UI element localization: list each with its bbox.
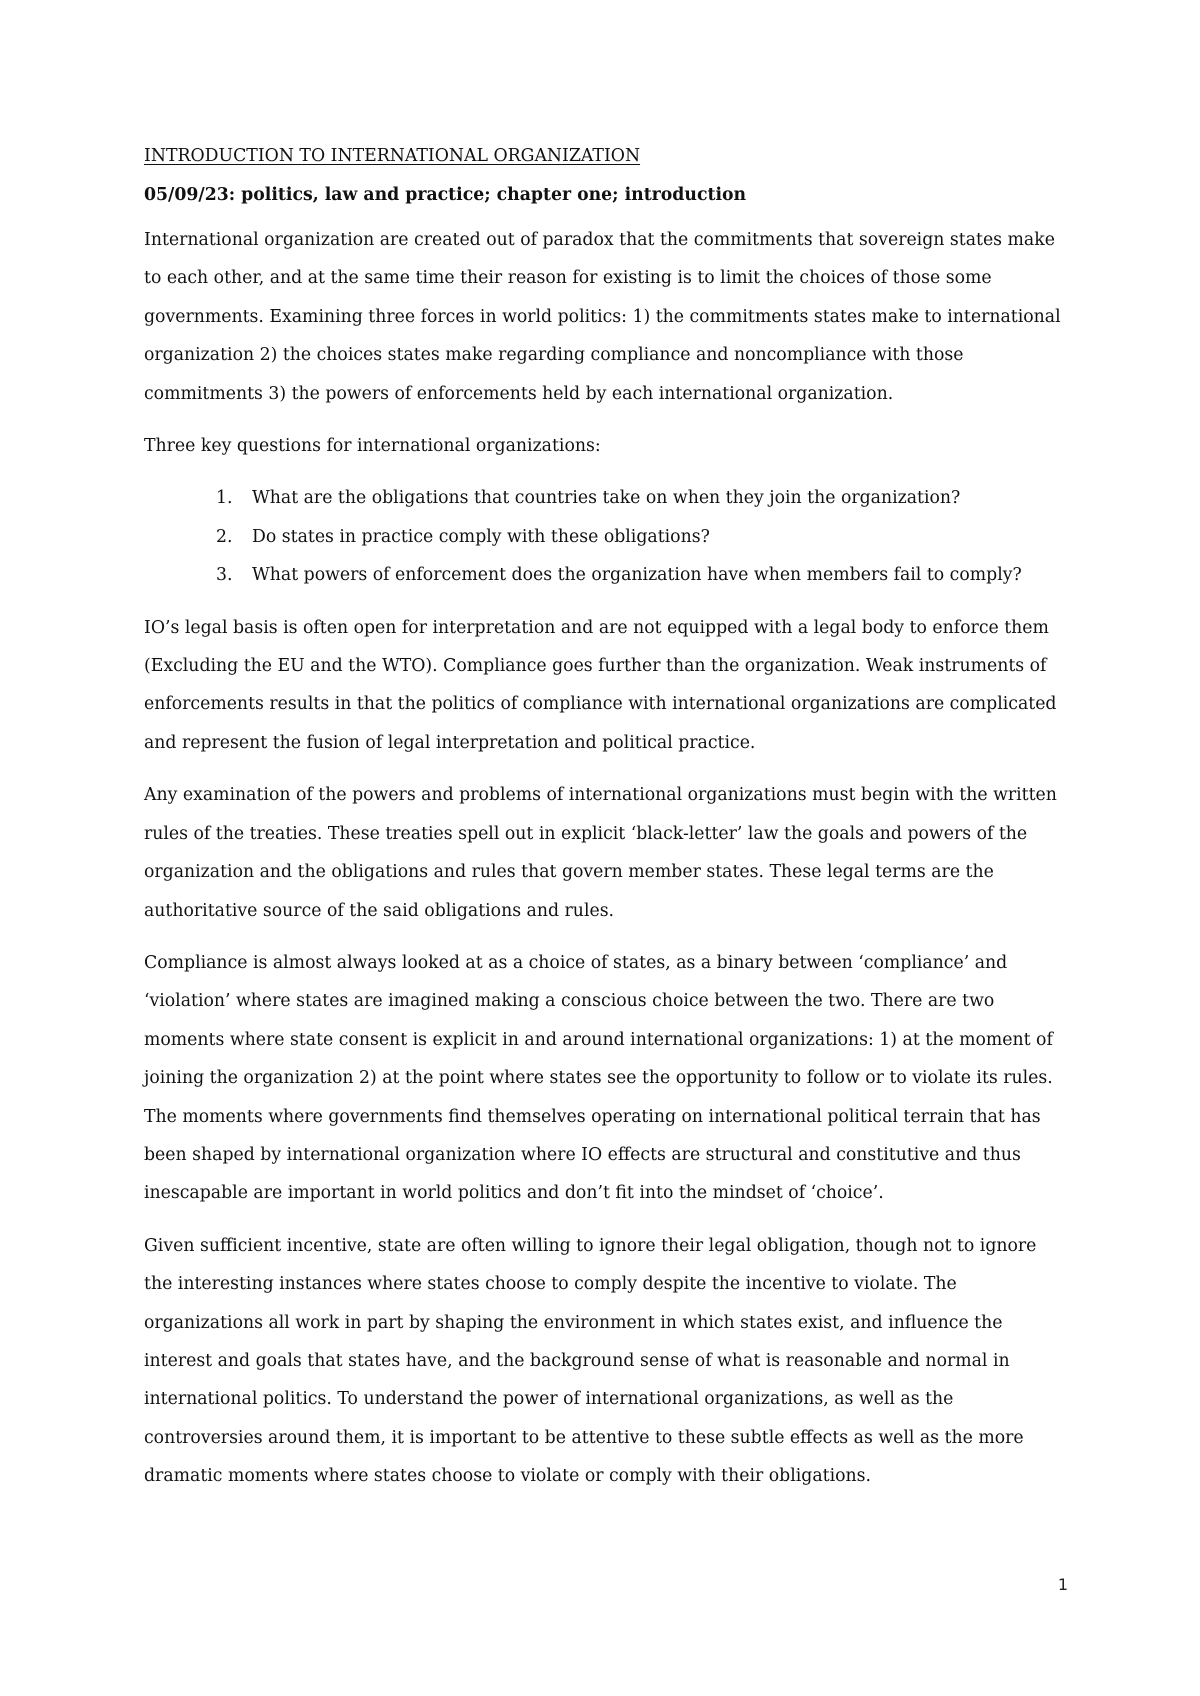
list-item-number: 2.	[216, 526, 233, 547]
list-item-text: What are the obligations that countries take on when they join the organization?	[252, 488, 961, 509]
list-item	[216, 556, 1069, 594]
lecture-heading: 05/09/23: politics, law and practice; chapter one; introduction	[144, 185, 747, 205]
paragraph-treaties: Any examination of the powers and problems of international organizations must begin with the written rules of the treaties. These treaties spell out in explicit ‘black-letter’ law the goals and powers of the organization and the obligations and rules that govern member states. These legal terms are the authoritative source of the said obligations and rules.	[144, 785, 1057, 921]
list-item-text: What powers of enforcement does the organization have when members fail to comply?	[252, 565, 1022, 586]
list-item-number: 3.	[216, 565, 233, 586]
key-questions-list	[144, 479, 1069, 594]
document-body	[144, 143, 1069, 1510]
paragraph-intro: International organization are created out of paradox that the commitments that sovereign states make to each other, and at the same time their reason for existing is to limit the choices of those some governments. Examining three forces in world politics: 1) the commitments states make to international organization 2) the choices states make regarding compliance and noncompliance with those commitments 3) the powers of enforcements held by each international organization.	[144, 230, 1061, 404]
paragraph-legal-basis: IO’s legal basis is often open for interpretation and are not equipped with a legal body to enforce them (Excluding the EU and the WTO). Compliance goes further than the organization. Weak instruments of enforcements results in that the politics of compliance with international organizations are complicated and represent the fusion of legal interpretation and political practice.	[144, 617, 1057, 753]
list-item-text: Do states in practice comply with these obligations?	[252, 526, 710, 547]
paragraph-key-questions-lead: Three key questions for international organizations:	[144, 436, 601, 457]
page-number: 1	[1057, 1575, 1068, 1594]
list-item-number: 1.	[216, 488, 233, 509]
document-title: INTRODUCTION TO INTERNATIONAL ORGANIZATION	[144, 146, 641, 166]
paragraph-compliance-choice: Compliance is almost always looked at as a choice of states, as a binary between ‘compliance’ and ‘violation’ where states are imagined making a conscious choice between the two. There are two moments where state consent is explicit in and around international organizations: 1) at the moment of joining the organization 2) at the point where states see the opportunity to follow or to violate its rules. The moments where governments find themselves operating on international political terrain that has been shaped by international organization where IO effects are structural and constitutive and thus inescapable are important in world politics and don’t fit into the mindset of ‘choice’.	[144, 952, 1053, 1204]
paragraph-incentives: Given sufficient incentive, state are often willing to ignore their legal obligation, though not to ignore the interesting instances where states choose to comply despite the incentive to violate. The organizations all work in part by shaping the environment in which states exist, and influence the interest and goals that states have, and the background sense of what is reasonable and normal in international politics. To understand the power of international organizations, as well as the controversies around them, it is important to be attentive to these subtle effects as well as the more dramatic moments where states choose to violate or comply with their obligations.	[144, 1235, 1037, 1487]
list-item	[216, 479, 1069, 517]
list-item	[216, 518, 1069, 556]
